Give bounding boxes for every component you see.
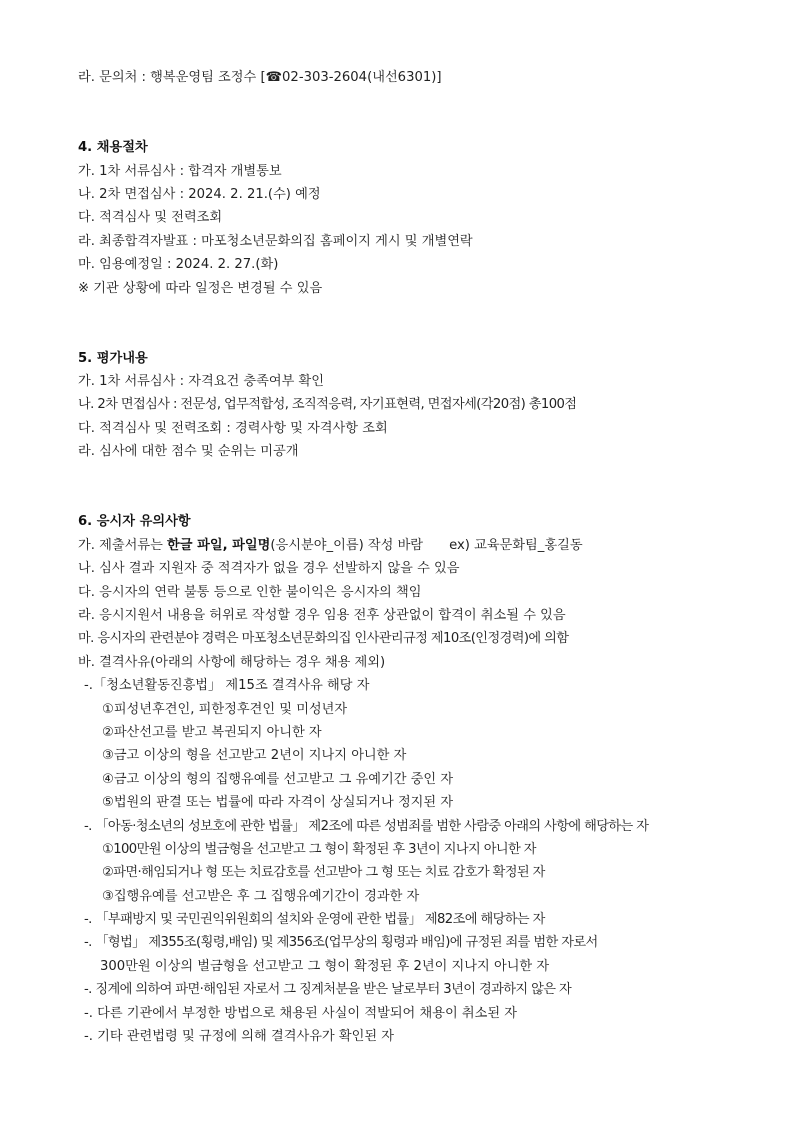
s6-item-da: 다. 응시자의 연락 불통 등으로 인한 불이익은 응시자의 책임: [78, 584, 422, 600]
b1-item-5: ⑤법원의 판결 또는 법률에 따라 자격이 상실되거나 정지된 자: [102, 795, 454, 811]
s5-item-ra: 라. 심사에 대한 점수 및 순위는 미공개: [78, 444, 299, 460]
s6-item-ba: 바. 결격사유(아래의 사항에 해당하는 경우 채용 제외): [78, 654, 386, 670]
b2-item-2: ②파면·해임되거나 형 또는 치료감호를 선고받아 그 형 또는 치료 감호가 확정된 자: [102, 865, 545, 881]
section-4-title: 4. 채용절차: [78, 140, 148, 156]
s5-item-na: 나. 2차 면접심사 : 전문성, 업무적합성, 조직적응력, 자기표현력, 면접자세(각20점) 총100점: [78, 397, 577, 413]
b1-item-2: ②파산선고를 받고 복권되지 아니한 자: [102, 724, 322, 740]
s4-item-ra: 라. 최종합격자발표 : 마포청소년문화의집 홈페이지 게시 및 개별연락: [78, 233, 473, 249]
b1-item-4: ④금고 이상의 형의 집행유예를 선고받고 그 유예기간 중인 자: [102, 771, 454, 787]
s6-ga-bold: 한글 파일, 파일명: [167, 537, 271, 553]
s4-note: ※ 기관 상황에 따라 일정은 변경될 수 있음: [78, 280, 323, 296]
spacer: [78, 89, 758, 112]
s4-item-na: 나. 2차 면접심사 : 2024. 2. 21.(수) 예정: [78, 186, 321, 202]
spacer: [78, 323, 758, 346]
s5-item-da: 다. 적격심사 및 전력조회 : 경력사항 및 자격사항 조회: [78, 420, 388, 436]
contact-line: 라. 문의처 : 행복운영팀 조정수 [☎02-303-2604(내선6301)]: [78, 70, 442, 85]
b1-item-1: ①피성년후견인, 피한정후견인 및 미성년자: [102, 701, 348, 717]
disqualification-criminal-act-line2: 300만원 이상의 벌금형을 선고받고 그 형이 확정된 후 2년이 지나지 아니한 자: [100, 958, 550, 974]
disqualification-fraud-hiring: -. 다른 기관에서 부정한 방법으로 채용된 사실이 적발되어 채용이 취소된 자: [84, 1005, 518, 1021]
s5-item-ga: 가. 1차 서류심사 : 자격요건 충족여부 확인: [78, 374, 325, 390]
b1-item-3: ③금고 이상의 형을 선고받고 2년이 지나지 아니한 자: [102, 748, 407, 764]
disqualification-other: -. 기타 관련법령 및 규정에 의해 결격사유가 확인된 자: [84, 1029, 395, 1045]
spacer: [78, 464, 758, 487]
disqualification-youth-activity-act: -.「청소년활동진흥법」 제15조 결격사유 해당 자: [84, 678, 370, 694]
s6-item-ga: [78, 534, 758, 557]
disqualification-criminal-act-line1: -. 「형법」 제355조(횡령,배임) 및 제356조(업무상의 횡령과 배임)에 규정된 죄를 범한 자로서: [84, 935, 598, 951]
disqualification-disciplinary: -. 징계에 의하여 파면·해임된 자로서 그 징계처분을 받은 날로부터 3년이 경과하지 않은 자: [84, 982, 572, 998]
spacer: [78, 300, 758, 323]
spacer: [78, 113, 758, 136]
disqualification-child-protection-act: -. 「아동·청소년의 성보호에 관한 법률」 제2조에 따른 성범죄를 범한 사람중 아래의 사항에 해당하는 자: [84, 818, 649, 834]
section-6-title: 6. 응시자 유의사항: [78, 514, 191, 530]
s4-item-ga: 가. 1차 서류심사 : 합격자 개별통보: [78, 163, 282, 179]
b2-item-3: ③집행유예를 선고받은 후 그 집행유예기간이 경과한 자: [102, 888, 420, 904]
s6-ga-example: ex) 교육문화팀_홍길동: [449, 537, 583, 553]
document-body: [78, 66, 758, 1048]
section-5-title: 5. 평가내용: [78, 350, 148, 366]
s6-ga-suffix: (응시분야_이름) 작성 바람: [270, 537, 424, 553]
s4-item-da: 다. 적격심사 및 전력조회: [78, 210, 223, 226]
s6-item-na: 나. 심사 결과 지원자 중 적격자가 없을 경우 선발하지 않을 수 있음: [78, 561, 460, 577]
spacer: [78, 487, 758, 510]
s6-item-ma: 마. 응시자의 관련분야 경력은 마포청소년문화의집 인사관리규정 제10조(인정경력)에 의함: [78, 631, 569, 647]
s6-item-ra: 라. 응시지원서 내용을 허위로 작성할 경우 임용 전후 상관없이 합격이 취소될 수 있음: [78, 607, 566, 623]
s4-item-ma: 마. 임용예정일 : 2024. 2. 27.(화): [78, 257, 279, 273]
s6-ga-prefix: 가. 제출서류는: [78, 537, 168, 553]
b2-item-1: ①100만원 이상의 벌금형을 선고받고 그 형이 확정된 후 3년이 지나지 아니한 자: [102, 841, 536, 857]
disqualification-anti-corruption-act: -. 「부패방지 및 국민권익위원회의 설치와 운영에 관한 법률」 제82조에 해당하는 자: [84, 912, 545, 928]
